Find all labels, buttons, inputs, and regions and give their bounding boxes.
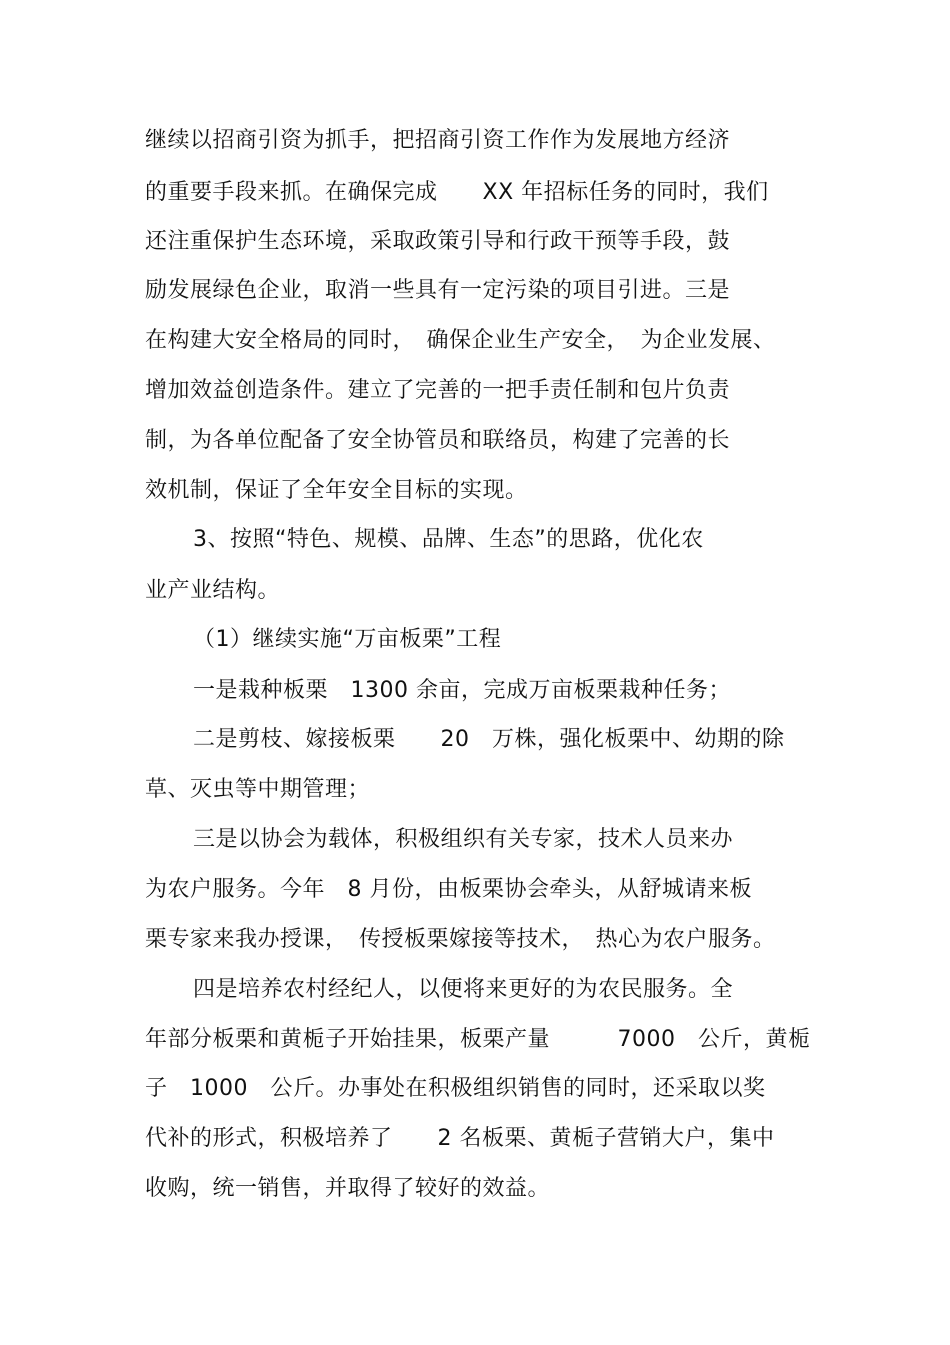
text-line-12: 一是栽种板栗 1300 余亩，完成万亩板栗栽种任务； [193,678,731,703]
text-line-1: 继续以招商引资为抓手，把招商引资工作作为发展地方经济 [145,128,731,153]
text-line-10: 业产业结构。 [145,578,281,603]
text-line-21: 代补的形式，积极培养了 2 名板栗、黄栀子营销大户，集中 [145,1126,775,1151]
text-line-11: （1）继续实施“万亩板栗”工程 [193,627,502,652]
text-line-8: 效机制，保证了全年安全目标的实现。 [145,478,528,503]
text-line-14: 草、灭虫等中期管理； [145,777,371,802]
text-line-16: 为农户服务。今年 8 月份，由板栗协会牵头，从舒城请来板 [145,877,752,902]
text-line-22: 收购，统一销售，并取得了较好的效益。 [145,1176,551,1201]
text-line-15: 三是以协会为载体，积极组织有关专家，技术人员来办 [193,827,734,852]
text-line-19: 年部分板栗和黄栀子开始挂果，板栗产量 7000 公斤，黄栀 [145,1027,811,1052]
text-line-5: 在构建大安全格局的同时， 确保企业生产安全， 为企业发展、 [145,328,776,353]
text-line-13: 二是剪枝、嫁接板栗 20 万株，强化板栗中、幼期的除 [193,727,785,752]
text-line-2: 的重要手段来抓。在确保完成 XX 年招标任务的同时，我们 [145,180,769,205]
text-line-4: 励发展绿色企业，取消一些具有一定污染的项目引进。三是 [145,278,731,303]
text-line-9: 3、按照“特色、规模、品牌、生态”的思路，优化农 [193,527,704,552]
text-line-18: 四是培养农村经纪人，以便将来更好的为农民服务。全 [193,977,734,1002]
text-line-6: 增加效益创造条件。建立了完善的一把手责任制和包片负责 [145,378,731,403]
text-line-3: 还注重保护生态环境，采取政策引导和行政干预等手段，鼓 [145,229,731,254]
text-line-17: 栗专家来我办授课， 传授板栗嫁接等技术， 热心为农户服务。 [145,927,776,952]
text-line-7: 制，为各单位配备了安全协管员和联络员，构建了完善的长 [145,428,731,453]
text-line-20: 子 1000 公斤。办事处在积极组织销售的同时，还采取以奖 [145,1076,766,1101]
